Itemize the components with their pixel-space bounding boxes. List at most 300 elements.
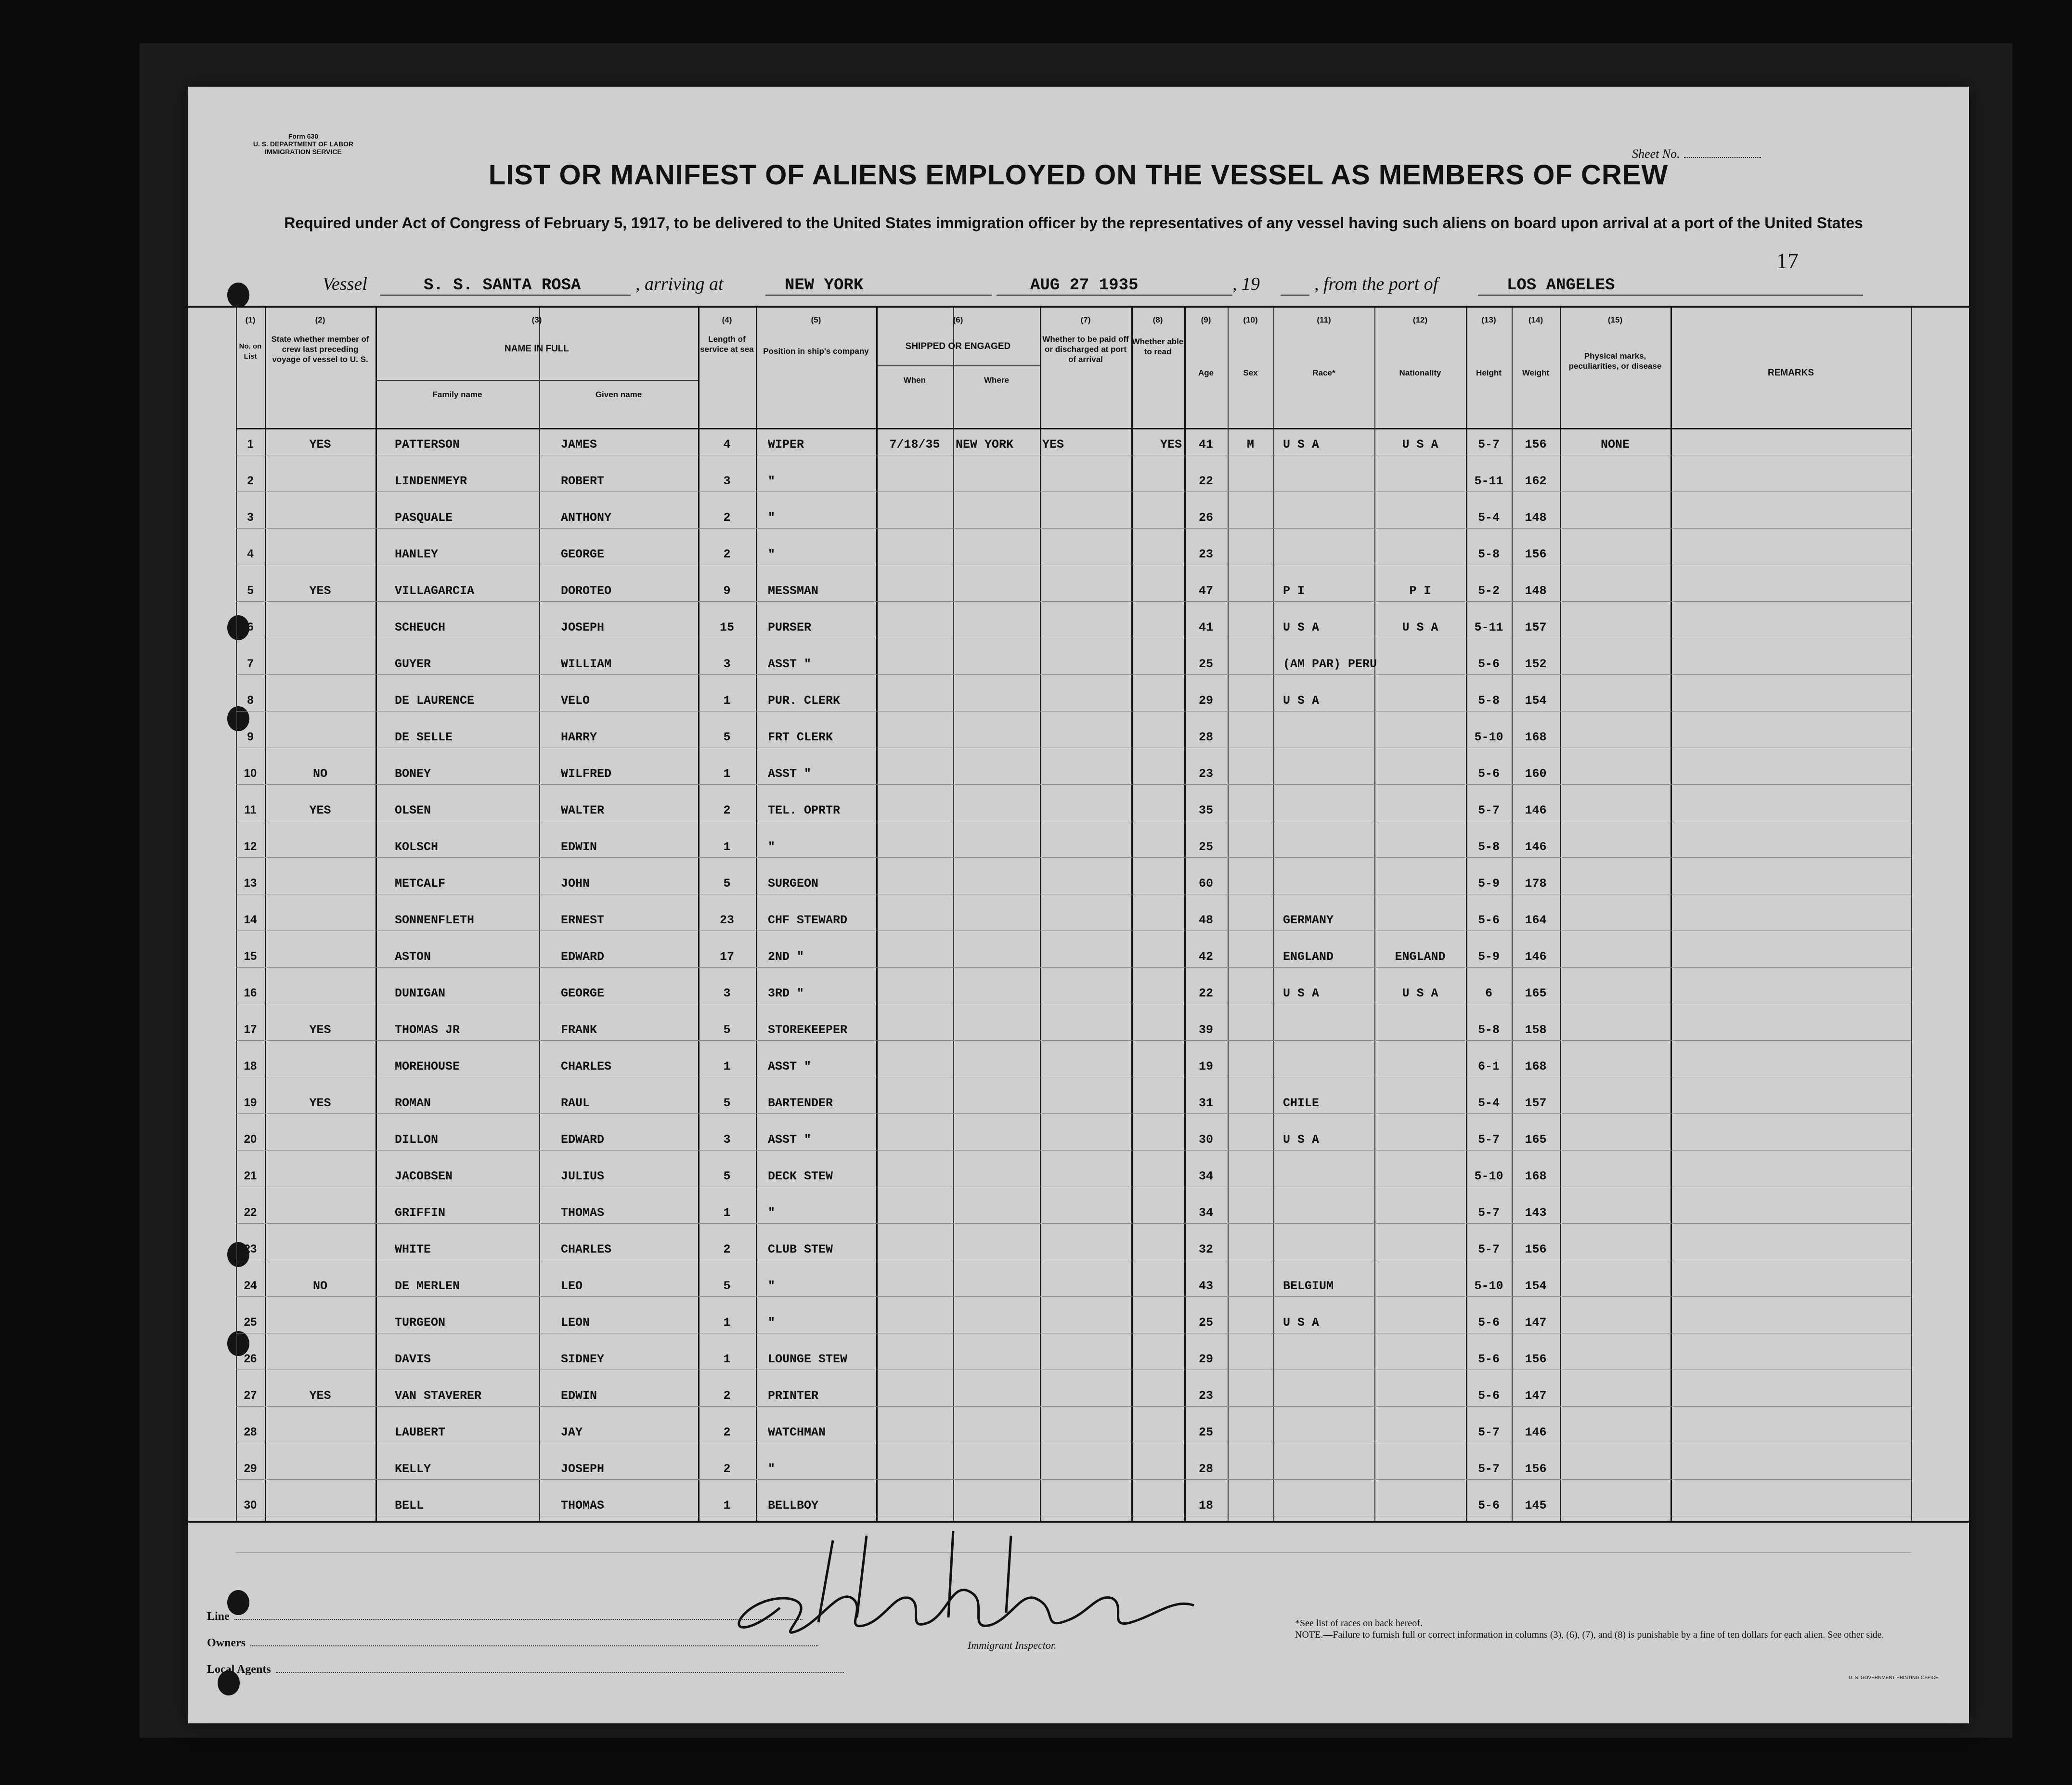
cell-no: 4 xyxy=(247,547,254,560)
cell-no: 18 xyxy=(244,1060,257,1073)
cell-age: 32 xyxy=(1198,1242,1213,1256)
cell-prev: YES xyxy=(309,1096,331,1110)
header-nationality: Nationality xyxy=(1399,368,1441,377)
cell-height: 5-4 xyxy=(1477,511,1500,525)
column-number: (15) xyxy=(1607,315,1623,324)
cell-family: KOLSCH xyxy=(395,840,439,854)
header-length-of-service: Length of service at sea xyxy=(700,335,754,354)
cell-given: ANTHONY xyxy=(561,511,612,525)
page-title: LIST OR MANIFEST OF ALIENS EMPLOYED ON THE VESSEL AS MEMBERS OF CREW xyxy=(488,159,1669,191)
cell-height: 5-10 xyxy=(1474,1169,1503,1183)
header-physical-marks: Physical marks, peculiarities, or disease xyxy=(1568,351,1662,371)
cell-family: DE SELLE xyxy=(395,730,453,744)
cell-family: KELLY xyxy=(395,1462,431,1476)
cell-position: SURGEON xyxy=(768,877,819,891)
cell-given: WILFRED xyxy=(561,767,612,781)
cell-race: (AM PAR) PERU xyxy=(1283,657,1377,671)
header-family-name: Family name xyxy=(432,390,482,399)
header-age: Age xyxy=(1198,368,1214,377)
cell-read: YES xyxy=(1160,438,1182,452)
cell-nationality: ENGLAND xyxy=(1395,950,1446,964)
cell-height: 5-10 xyxy=(1474,1279,1503,1293)
cell-family: THOMAS JR xyxy=(395,1023,460,1037)
cell-weight: 156 xyxy=(1525,547,1547,561)
cell-age: 28 xyxy=(1198,1462,1213,1476)
cell-service: 1 xyxy=(723,840,731,854)
header-shipped-engaged: SHIPPED OR ENGAGED xyxy=(905,341,1011,351)
cell-no: 15 xyxy=(244,950,257,963)
column-rule xyxy=(756,308,757,1521)
row-rule xyxy=(236,1223,1911,1224)
row-rule xyxy=(236,857,1911,858)
cell-age: 18 xyxy=(1198,1499,1213,1513)
cell-height: 5-11 xyxy=(1474,621,1503,634)
cell-weight: 158 xyxy=(1525,1023,1547,1037)
cell-service: 5 xyxy=(723,1023,731,1037)
cell-height: 5-2 xyxy=(1477,584,1500,598)
arrival-port: NEW YORK xyxy=(785,276,864,295)
cell-family: JACOBSEN xyxy=(395,1169,453,1183)
cell-given: HARRY xyxy=(561,730,597,744)
cell-service: 3 xyxy=(723,657,731,671)
cell-position: ASST " xyxy=(768,1060,812,1074)
arriving-label: , arriving at xyxy=(635,274,724,294)
cell-age: 34 xyxy=(1198,1206,1213,1220)
cell-service: 23 xyxy=(719,913,734,927)
manifest-page xyxy=(188,87,1969,1723)
cell-position: FRT CLERK xyxy=(768,730,833,744)
cell-position: BARTENDER xyxy=(768,1096,833,1110)
cell-no: 23 xyxy=(244,1242,257,1255)
cell-position: 2ND " xyxy=(768,950,804,964)
cell-family: GRIFFIN xyxy=(395,1206,446,1220)
cell-age: 25 xyxy=(1198,1316,1213,1330)
cell-service: 5 xyxy=(723,877,731,891)
cell-position: " xyxy=(768,1316,776,1330)
cell-prev: YES xyxy=(309,584,331,598)
row-rule xyxy=(236,1150,1911,1151)
cell-family: HANLEY xyxy=(395,547,439,561)
row-rule xyxy=(236,601,1911,602)
cell-service: 2 xyxy=(723,1425,731,1439)
column-rule xyxy=(1131,308,1133,1521)
punch-hole xyxy=(227,283,249,308)
cell-position: TEL. OPRTR xyxy=(768,803,841,817)
cell-position: " xyxy=(768,547,776,561)
cell-family: VILLAGARCIA xyxy=(395,584,475,598)
cell-age: 25 xyxy=(1198,657,1213,671)
cell-family: DILLON xyxy=(395,1133,439,1147)
cell-race: U S A xyxy=(1283,694,1320,708)
cell-position: WATCHMAN xyxy=(768,1425,826,1439)
cell-family: METCALF xyxy=(395,877,446,891)
cell-height: 5-9 xyxy=(1477,950,1500,964)
cell-weight: 165 xyxy=(1525,1133,1547,1147)
cell-position: LOUNGE STEW xyxy=(768,1352,848,1366)
cell-position: PRINTER xyxy=(768,1389,819,1403)
column-rule xyxy=(1374,308,1375,1521)
cell-position: WIPER xyxy=(768,438,804,452)
cell-family: SCHEUCH xyxy=(395,621,446,634)
column-number: (6) xyxy=(953,315,963,324)
cell-given: GEORGE xyxy=(561,547,605,561)
cell-weight: 164 xyxy=(1525,913,1547,927)
cell-no: 28 xyxy=(244,1425,257,1438)
cell-service: 17 xyxy=(719,950,734,964)
cell-weight: 154 xyxy=(1525,694,1547,708)
cell-nationality: P I xyxy=(1409,584,1431,598)
cell-given: JAMES xyxy=(561,438,597,452)
cell-weight: 156 xyxy=(1525,438,1547,452)
cell-age: 41 xyxy=(1198,438,1213,452)
column-number: (1) xyxy=(245,315,256,324)
cell-weight: 165 xyxy=(1525,986,1547,1000)
cell-height: 5-9 xyxy=(1477,877,1500,891)
cell-weight: 146 xyxy=(1525,840,1547,854)
cell-given: LEON xyxy=(561,1316,590,1330)
cell-weight: 156 xyxy=(1525,1462,1547,1476)
cell-weight: 162 xyxy=(1525,474,1547,488)
cell-when: 7/18/35 xyxy=(889,438,940,452)
cell-given: CHARLES xyxy=(561,1060,612,1074)
cell-service: 1 xyxy=(723,1060,731,1074)
cell-age: 30 xyxy=(1198,1133,1213,1147)
cell-weight: 146 xyxy=(1525,803,1547,817)
column-rule xyxy=(265,308,266,1521)
cell-family: BELL xyxy=(395,1499,424,1513)
cell-service: 2 xyxy=(723,547,731,561)
cell-family: SONNENFLETH xyxy=(395,913,475,927)
cell-weight: 156 xyxy=(1525,1242,1547,1256)
cell-given: THOMAS xyxy=(561,1499,605,1513)
column-rule xyxy=(1273,308,1274,1521)
cell-no: 27 xyxy=(244,1389,257,1402)
cell-service: 5 xyxy=(723,1096,731,1110)
cell-service: 9 xyxy=(723,584,731,598)
cell-weight: 154 xyxy=(1525,1279,1547,1293)
cell-service: 1 xyxy=(723,1316,731,1330)
header-remarks: REMARKS xyxy=(1767,368,1814,378)
vessel-name: S. S. SANTA ROSA xyxy=(424,276,581,295)
local-agents-field: Local Agents xyxy=(207,1663,844,1676)
cell-position: CHF STEWARD xyxy=(768,913,848,927)
row-rule xyxy=(236,528,1911,529)
cell-given: CHARLES xyxy=(561,1242,612,1256)
vessel-label: Vessel xyxy=(323,274,367,294)
cell-race: U S A xyxy=(1283,1133,1320,1147)
cell-age: 60 xyxy=(1198,877,1213,891)
column-number: (4) xyxy=(722,315,732,324)
cell-given: EDWIN xyxy=(561,1389,597,1403)
row-rule xyxy=(236,967,1911,968)
cell-position: " xyxy=(768,840,776,854)
header-position: Position in ship's company xyxy=(763,347,869,356)
cell-height: 5-7 xyxy=(1477,1242,1500,1256)
cell-no: 2 xyxy=(247,474,254,487)
cell-family: VAN STAVERER xyxy=(395,1389,482,1403)
cell-family: DE MERLEN xyxy=(395,1279,460,1293)
cell-age: 48 xyxy=(1198,913,1213,927)
header-where: Where xyxy=(984,375,1009,385)
cell-height: 5-7 xyxy=(1477,1462,1500,1476)
cell-service: 1 xyxy=(723,767,731,781)
cell-service: 5 xyxy=(723,1279,731,1293)
cell-height: 5-7 xyxy=(1477,1133,1500,1147)
cell-family: LINDENMEYR xyxy=(395,474,467,488)
row-rule xyxy=(236,1296,1911,1297)
cell-given: JOHN xyxy=(561,877,590,891)
cell-no: 20 xyxy=(244,1133,257,1146)
cell-family: DE LAURENCE xyxy=(395,694,475,708)
cell-position: ASST " xyxy=(768,767,812,781)
header-paid-off: Whether to be paid off or discharged at port of arrival xyxy=(1042,335,1129,364)
cell-family: LAUBERT xyxy=(395,1425,446,1439)
column-rule xyxy=(1671,308,1672,1521)
cell-given: EDWARD xyxy=(561,950,605,964)
cell-family: TURGEON xyxy=(395,1316,446,1330)
cell-no: 3 xyxy=(247,511,254,524)
cell-height: 5-7 xyxy=(1477,803,1500,817)
cell-no: 29 xyxy=(244,1462,257,1475)
cell-position: ASST " xyxy=(768,657,812,671)
cell-no: 10 xyxy=(244,767,257,780)
printer-imprint: U. S. GOVERNMENT PRINTING OFFICE xyxy=(1849,1675,1939,1681)
cell-race: GERMANY xyxy=(1283,913,1334,927)
cell-weight: 147 xyxy=(1525,1389,1547,1403)
cell-position: PUR. CLERK xyxy=(768,694,841,708)
cell-sex: M xyxy=(1246,438,1254,452)
cell-height: 5-7 xyxy=(1477,1425,1500,1439)
cell-race: P I xyxy=(1283,584,1305,598)
cell-service: 1 xyxy=(723,1206,731,1220)
races-note: *See list of races on back hereof. xyxy=(1295,1618,1423,1629)
cell-no: 16 xyxy=(244,986,257,999)
cell-given: GEORGE xyxy=(561,986,605,1000)
header-rule xyxy=(236,428,1911,429)
cell-race: U S A xyxy=(1283,1316,1320,1330)
column-number: (9) xyxy=(1201,315,1211,324)
cell-position: 3RD " xyxy=(768,986,804,1000)
cell-family: ASTON xyxy=(395,950,431,964)
inspector-signature xyxy=(722,1521,1300,1642)
cell-family: OLSEN xyxy=(395,803,431,817)
sheet-no-label: Sheet No. xyxy=(1632,147,1680,161)
cell-age: 25 xyxy=(1198,1425,1213,1439)
cell-age: 29 xyxy=(1198,694,1213,708)
row-rule xyxy=(236,1479,1911,1480)
form-identifier xyxy=(226,132,380,155)
cell-height: 5-4 xyxy=(1477,1096,1500,1110)
cell-race: ENGLAND xyxy=(1283,950,1334,964)
column-number: (11) xyxy=(1317,315,1331,324)
cell-given: WALTER xyxy=(561,803,605,817)
row-rule xyxy=(236,674,1911,675)
cell-nationality: U S A xyxy=(1402,621,1438,634)
cell-family: MOREHOUSE xyxy=(395,1060,460,1074)
cell-prev: YES xyxy=(309,803,331,817)
cell-nationality: U S A xyxy=(1402,438,1438,452)
cell-weight: 146 xyxy=(1525,950,1547,964)
cell-height: 5-8 xyxy=(1477,1023,1500,1037)
cell-age: 34 xyxy=(1198,1169,1213,1183)
cell-no: 24 xyxy=(244,1279,257,1292)
cell-marks: NONE xyxy=(1600,438,1630,452)
cell-height: 5-6 xyxy=(1477,1316,1500,1330)
header-name-in-full: NAME IN FULL xyxy=(504,344,570,354)
cell-weight: 157 xyxy=(1525,1096,1547,1110)
header-weight: Weight xyxy=(1522,368,1550,377)
row-rule xyxy=(236,1406,1911,1407)
cell-given: VELO xyxy=(561,694,590,708)
owners-field: Owners xyxy=(207,1637,818,1650)
header-height: Height xyxy=(1476,368,1502,377)
cell-service: 5 xyxy=(723,1169,731,1183)
cell-prev: NO xyxy=(312,767,327,781)
cell-where: NEW YORK xyxy=(956,438,1014,452)
cell-prev: NO xyxy=(312,1279,327,1293)
cell-weight: 156 xyxy=(1525,1352,1547,1366)
cell-no: 9 xyxy=(247,730,254,743)
cell-no: 25 xyxy=(244,1316,257,1329)
header-given-name: Given name xyxy=(595,390,642,399)
column-rule xyxy=(1560,308,1561,1521)
column-number: (10) xyxy=(1243,315,1258,324)
cell-position: " xyxy=(768,1206,776,1220)
cell-family: PASQUALE xyxy=(395,511,453,525)
column-number: (7) xyxy=(1080,315,1091,324)
cell-height: 5-6 xyxy=(1477,1352,1500,1366)
page-number: 17 xyxy=(1776,248,1799,273)
cell-family: BONEY xyxy=(395,767,431,781)
cell-no: 17 xyxy=(244,1023,257,1036)
cell-service: 2 xyxy=(723,1462,731,1476)
cell-weight: 145 xyxy=(1525,1499,1547,1513)
page-subtitle: Required under Act of Congress of February 5, 1917, to be delivered to the United States immigration officer by the representatives of any vessel having such aliens on board upon arrival at a port of the United States xyxy=(284,214,1863,232)
cell-position: MESSMAN xyxy=(768,584,819,598)
cell-position: ASST " xyxy=(768,1133,812,1147)
column-rule xyxy=(376,308,377,1521)
cell-position: " xyxy=(768,474,776,488)
cell-no: 7 xyxy=(247,657,254,670)
cell-age: 42 xyxy=(1198,950,1213,964)
column-rule xyxy=(539,308,540,1521)
cell-no: 1 xyxy=(247,438,254,451)
penalty-note: NOTE.—Failure to furnish full or correct information in columns (3), (6), (7), and (8) is punishable by a fine of ten dollars for each alien. See other side. xyxy=(1295,1630,1884,1640)
row-rule xyxy=(236,784,1911,785)
cell-race: U S A xyxy=(1283,438,1320,452)
column-number: (12) xyxy=(1412,315,1428,324)
cell-age: 31 xyxy=(1198,1096,1213,1110)
cell-age: 47 xyxy=(1198,584,1213,598)
cell-no: 14 xyxy=(244,913,257,926)
crew-table xyxy=(188,306,1969,1723)
cell-height: 6-1 xyxy=(1477,1060,1500,1074)
cell-weight: 178 xyxy=(1525,877,1547,891)
column-number: (14) xyxy=(1528,315,1543,324)
cell-position: " xyxy=(768,1279,776,1293)
cell-given: FRANK xyxy=(561,1023,597,1037)
cell-age: 29 xyxy=(1198,1352,1213,1366)
cell-given: ERNEST xyxy=(561,913,605,927)
cell-position: PURSER xyxy=(768,621,812,634)
cell-service: 1 xyxy=(723,694,731,708)
cell-given: WILLIAM xyxy=(561,657,612,671)
cell-no: 8 xyxy=(247,694,254,707)
shipped-subheader-rule xyxy=(876,365,1040,366)
cell-prev: YES xyxy=(309,438,331,452)
cell-position: " xyxy=(768,511,776,525)
row-rule xyxy=(236,1113,1911,1114)
cell-height: 5-7 xyxy=(1477,438,1500,452)
cell-age: 23 xyxy=(1198,547,1213,561)
cell-height: 5-6 xyxy=(1477,657,1500,671)
form-number: Form 630 xyxy=(288,132,319,140)
cell-family: DAVIS xyxy=(395,1352,431,1366)
cell-height: 5-11 xyxy=(1474,474,1503,488)
cell-height: 5-8 xyxy=(1477,547,1500,561)
cell-no: 19 xyxy=(244,1096,257,1109)
cell-age: 22 xyxy=(1198,986,1213,1000)
column-number: (13) xyxy=(1481,315,1496,324)
cell-no: 12 xyxy=(244,840,257,853)
cell-service: 1 xyxy=(723,1499,731,1513)
name-subheader-rule xyxy=(376,380,698,381)
cell-weight: 168 xyxy=(1525,1169,1547,1183)
header-no-on-list: No. on List xyxy=(239,342,262,361)
column-rule xyxy=(1911,308,1912,1521)
cell-given: EDWARD xyxy=(561,1133,605,1147)
cell-age: 41 xyxy=(1198,621,1213,634)
cell-weight: 152 xyxy=(1525,657,1547,671)
cell-weight: 157 xyxy=(1525,621,1547,634)
cell-race: CHILE xyxy=(1283,1096,1320,1110)
cell-age: 23 xyxy=(1198,767,1213,781)
cell-service: 3 xyxy=(723,1133,731,1147)
cell-height: 5-6 xyxy=(1477,913,1500,927)
cell-weight: 147 xyxy=(1525,1316,1547,1330)
cell-given: JOSEPH xyxy=(561,1462,605,1476)
column-number: (2) xyxy=(315,315,325,324)
cell-race: BELGIUM xyxy=(1283,1279,1334,1293)
cell-race: U S A xyxy=(1283,986,1320,1000)
department-label: U. S. DEPARTMENT OF LABOR xyxy=(253,140,354,148)
cell-service: 2 xyxy=(723,1389,731,1403)
row-rule xyxy=(236,1040,1911,1041)
header-able-to-read: Whether able to read xyxy=(1132,337,1184,356)
cell-no: 5 xyxy=(247,584,254,597)
cell-family: GUYER xyxy=(395,657,431,671)
cell-weight: 168 xyxy=(1525,1060,1547,1074)
form-notes xyxy=(1295,1617,1921,1641)
cell-given: JULIUS xyxy=(561,1169,605,1183)
cell-no: 22 xyxy=(244,1206,257,1219)
from-label: , from the port of xyxy=(1314,274,1438,294)
header-sex: Sex xyxy=(1243,368,1258,377)
vessel-line xyxy=(323,270,1863,298)
cell-weight: 146 xyxy=(1525,1425,1547,1439)
cell-position: DECK STEW xyxy=(768,1169,833,1183)
cell-service: 2 xyxy=(723,803,731,817)
cell-family: WHITE xyxy=(395,1242,431,1256)
cell-no: 30 xyxy=(244,1499,257,1512)
cell-position: STOREKEEPER xyxy=(768,1023,848,1037)
cell-height: 5-7 xyxy=(1477,1206,1500,1220)
cell-given: JAY xyxy=(561,1425,583,1439)
cell-height: 5-8 xyxy=(1477,840,1500,854)
cell-age: 23 xyxy=(1198,1389,1213,1403)
cell-height: 5-6 xyxy=(1477,1499,1500,1513)
cell-age: 39 xyxy=(1198,1023,1213,1037)
